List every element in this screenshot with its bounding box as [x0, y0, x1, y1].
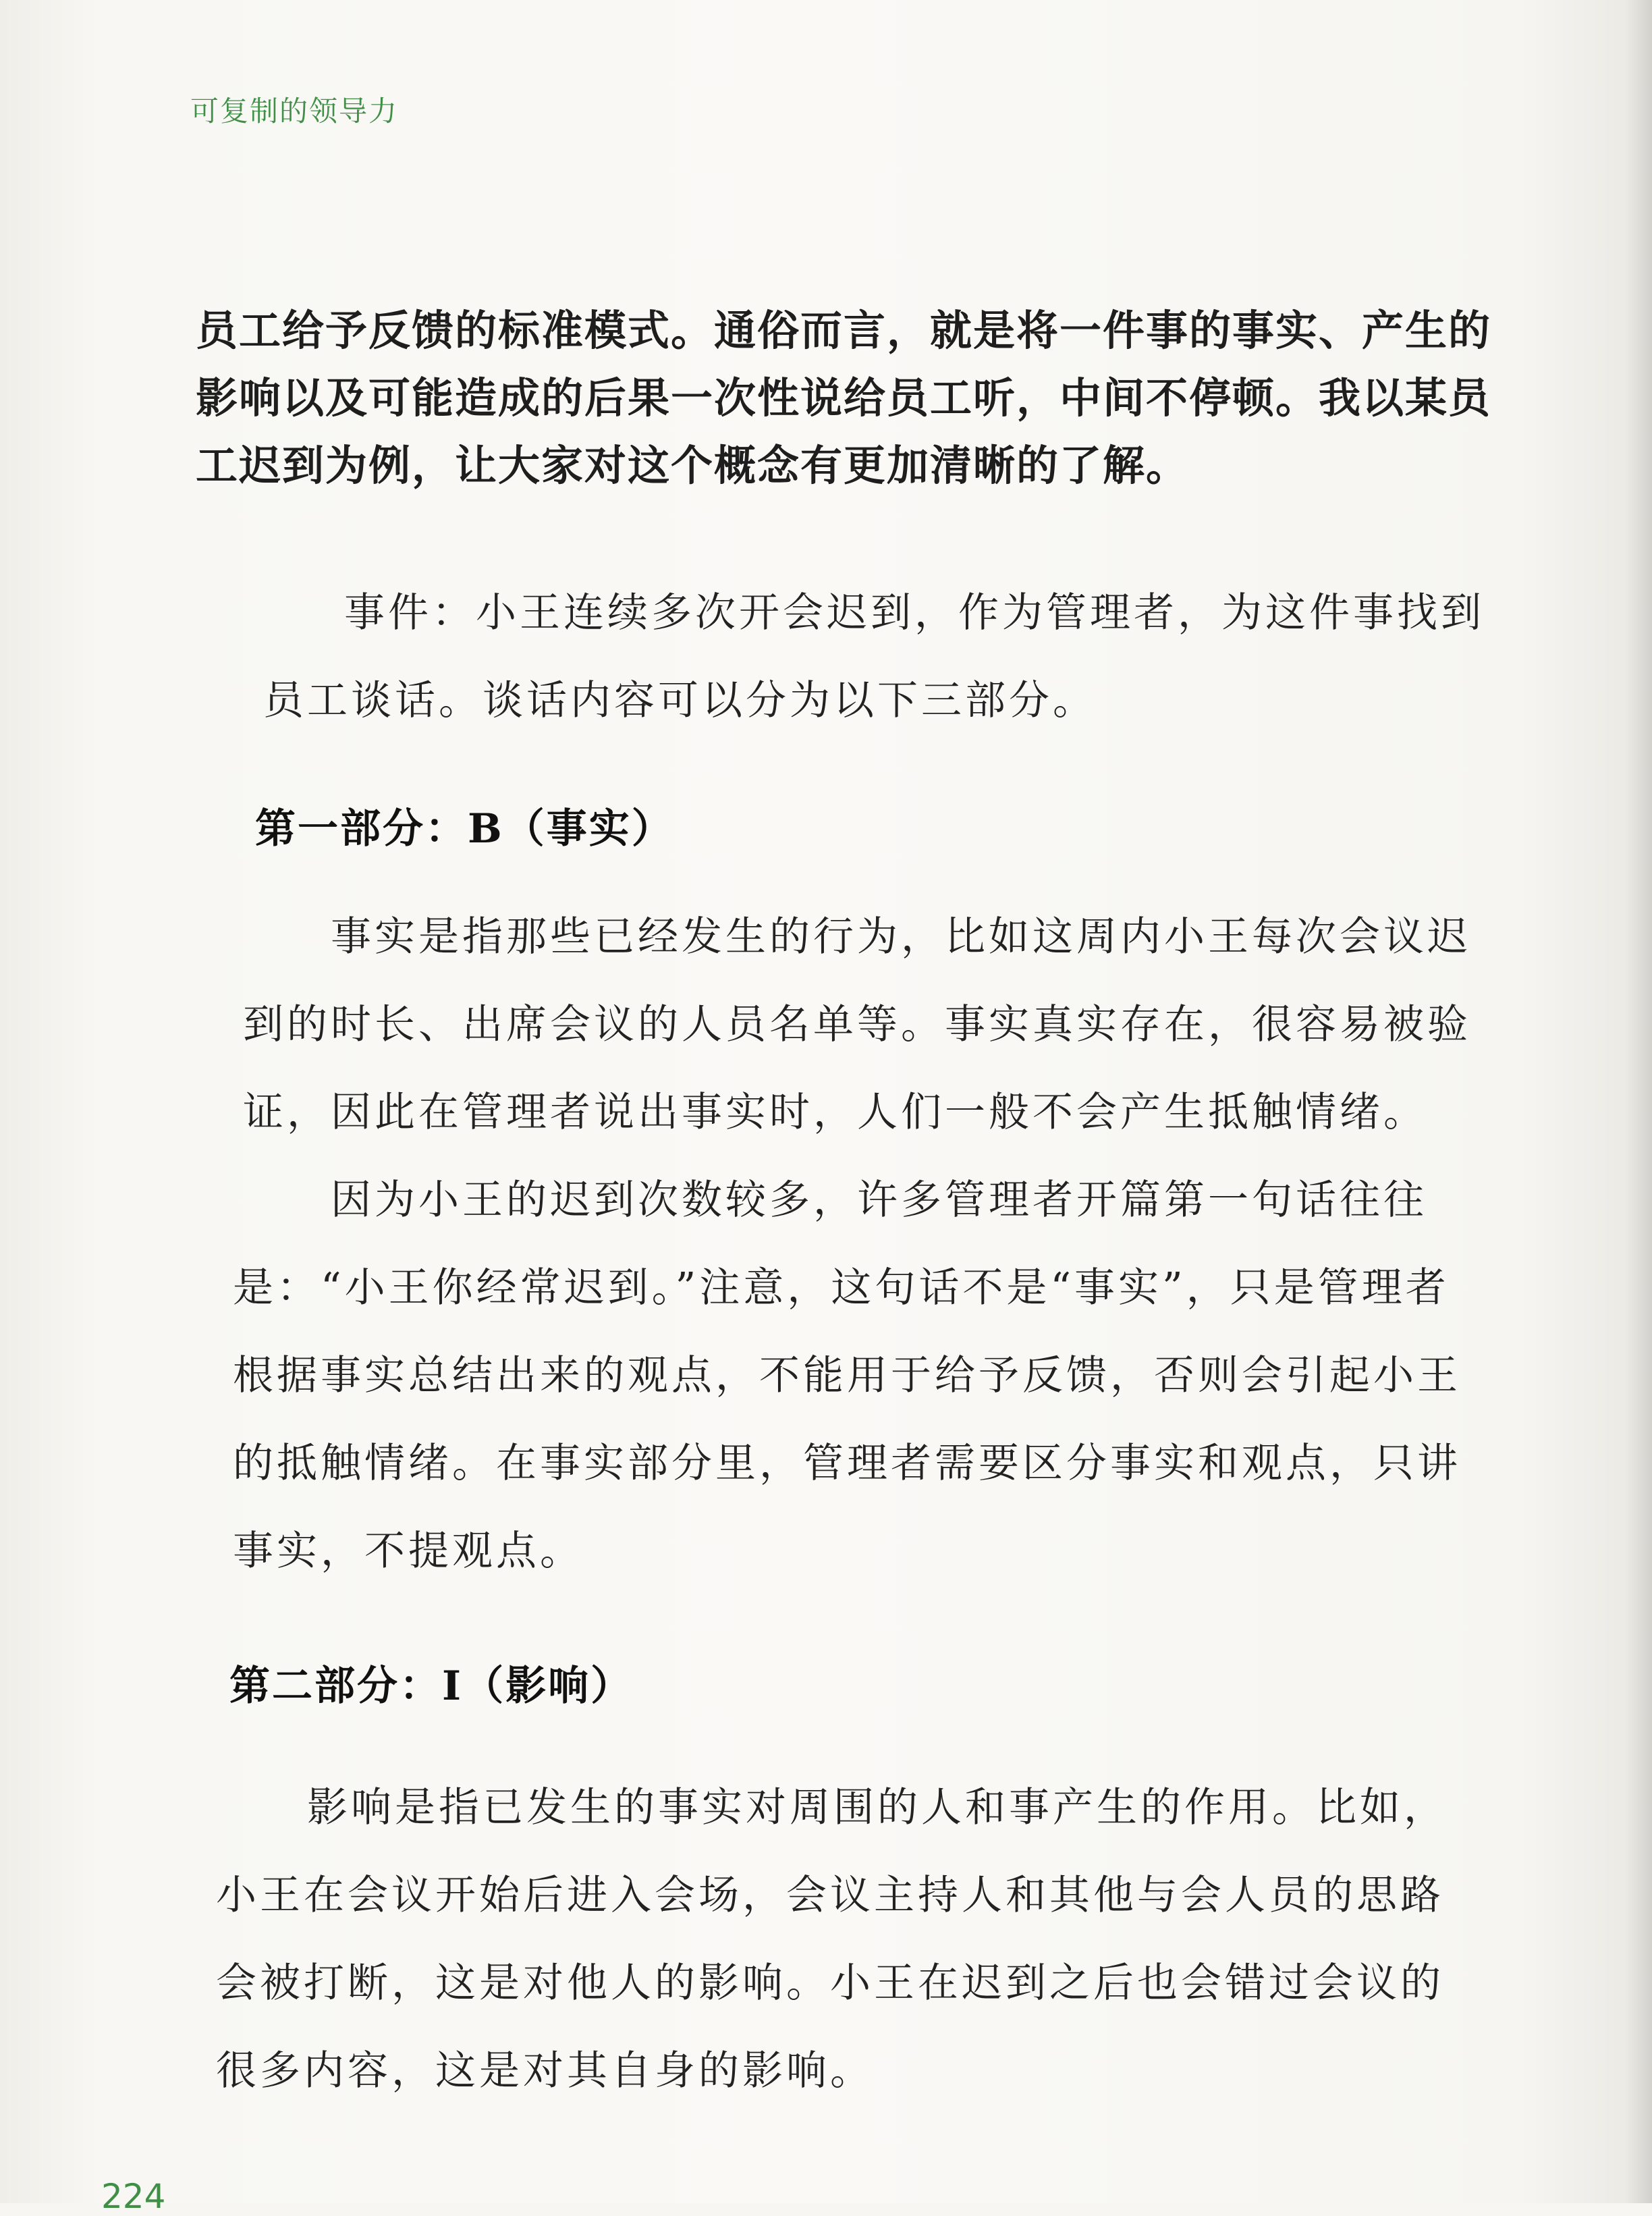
- intro-line: 员工给予反馈的标准模式。通俗而言，就是将一件事的事实、产生的: [196, 306, 1492, 355]
- facts-paragraph-line: 根据事实总结出来的观点，不能用于给予反馈，否则会引起小王: [233, 1352, 1461, 1399]
- impact-paragraph-line: 很多内容，这是对其自身的影响。: [216, 2047, 874, 2095]
- facts-paragraph-line: 因为小王的迟到次数较多，许多管理者开篇第一句话往往: [331, 1177, 1427, 1224]
- facts-paragraph-line: 是：“小王你经常迟到。”注意，这句话不是“事实”，只是管理者: [233, 1264, 1450, 1312]
- running-header: 可复制的领导力: [190, 94, 399, 128]
- page-number: 224: [101, 2177, 166, 2216]
- facts-paragraph-line: 证，因此在管理者说出事实时，人们一般不会产生抵触情绪。: [243, 1089, 1427, 1136]
- example-line: 事件：小王连续多次开会迟到，作为管理者，为这件事找到: [344, 589, 1485, 637]
- impact-paragraph-line: 小王在会议开始后进入会场，会议主持人和其他与会人员的思路: [216, 1872, 1444, 1919]
- impact-paragraph-line: 影响是指已发生的事实对周围的人和事产生的作用。比如，: [307, 1784, 1448, 1831]
- page-edge-shadow: [1625, 0, 1652, 2203]
- intro-line: 影响以及可能造成的后果一次性说给员工听，中间不停顿。我以某员: [196, 373, 1492, 423]
- section-heading-impact: 第二部分：I（影响）: [229, 1663, 634, 1710]
- intro-line: 工迟到为例，让大家对这个概念有更加清晰的了解。: [196, 441, 1190, 490]
- example-line: 员工谈话。谈话内容可以分为以下三部分。: [263, 677, 1097, 724]
- facts-paragraph-line: 到的时长、出席会议的人员名单等。事实真实存在，很容易被验: [243, 1001, 1471, 1048]
- impact-paragraph-line: 会被打断，这是对他人的影响。小王在迟到之后也会错过会议的: [216, 1960, 1444, 2007]
- section-heading-facts: 第一部分：B（事实）: [255, 805, 674, 853]
- facts-paragraph-line: 事实，不提观点。: [233, 1528, 584, 1575]
- facts-paragraph-line: 的抵触情绪。在事实部分里，管理者需要区分事实和观点，只讲: [233, 1440, 1461, 1487]
- facts-paragraph-line: 事实是指那些已经发生的行为，比如这周内小王每次会议迟: [331, 913, 1471, 961]
